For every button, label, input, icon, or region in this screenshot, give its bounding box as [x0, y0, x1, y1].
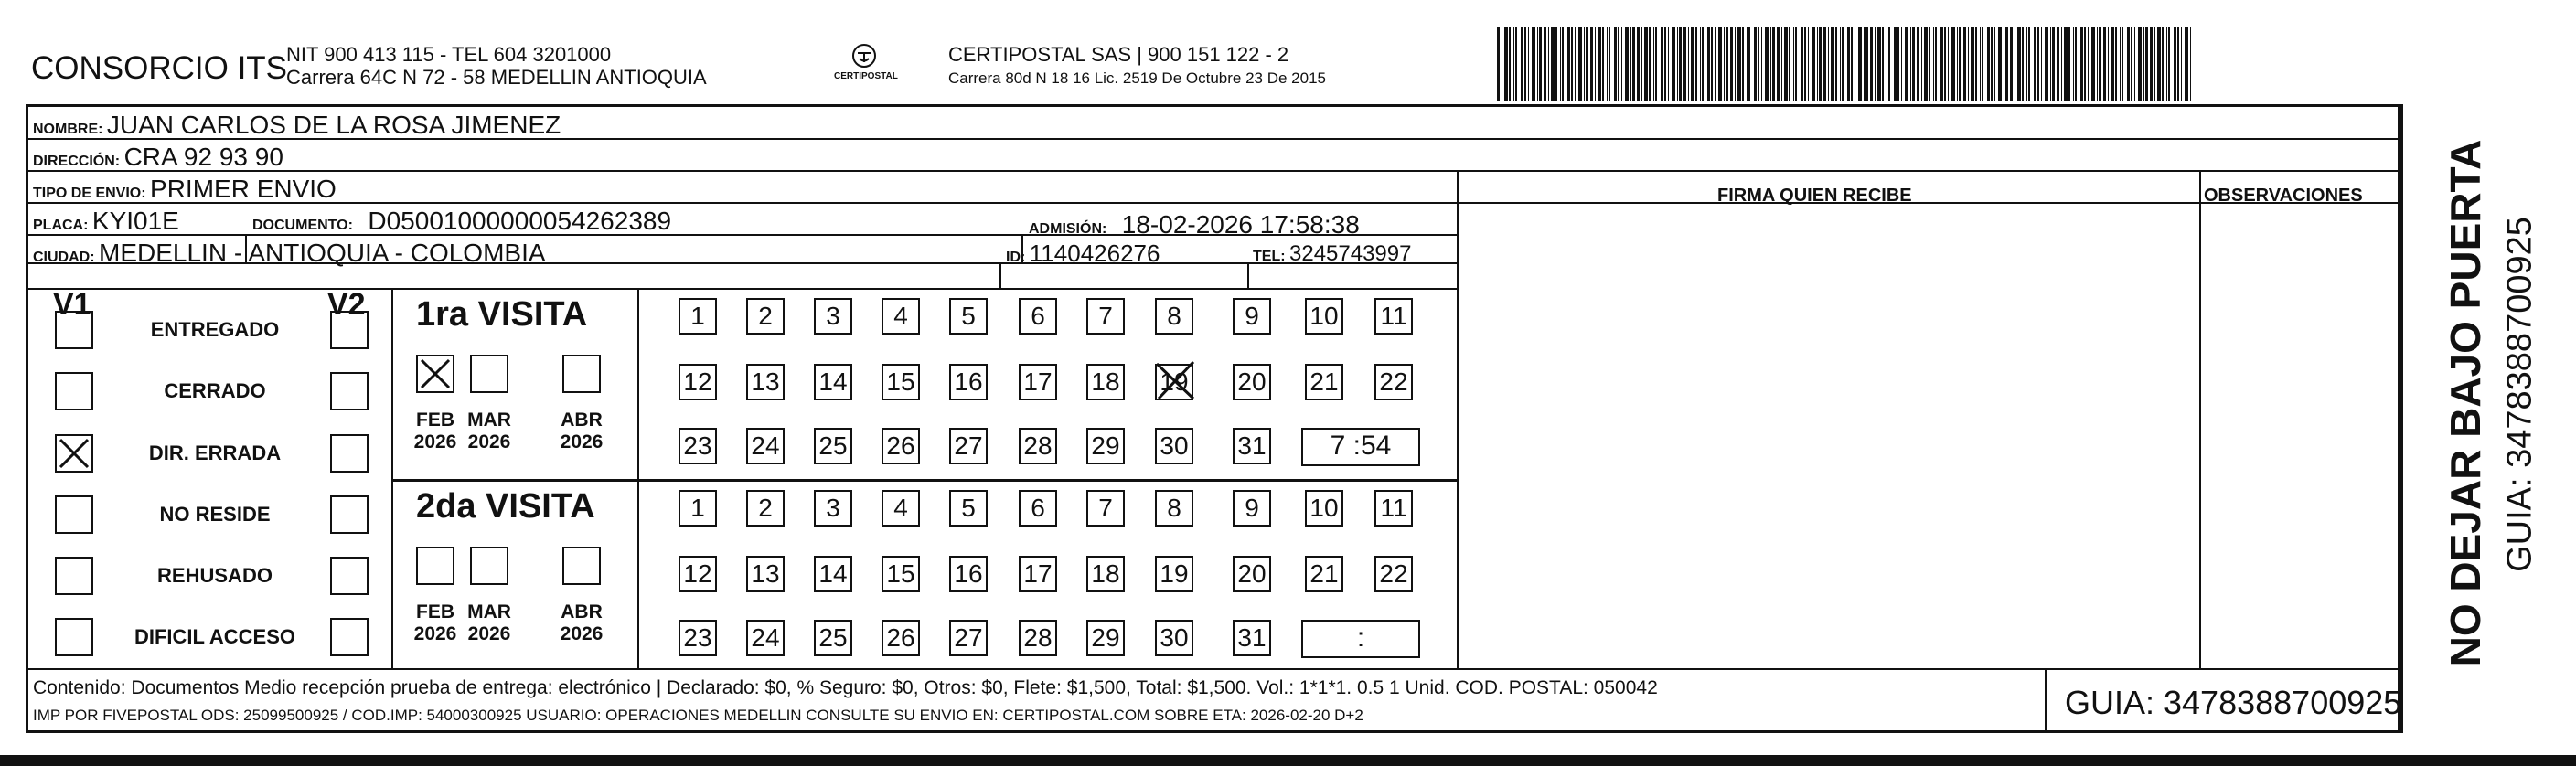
- day-box[interactable]: 19: [1155, 556, 1193, 592]
- v1-checkbox[interactable]: [55, 495, 93, 534]
- month-label: ABR: [561, 410, 603, 431]
- day-box[interactable]: 21: [1305, 364, 1343, 400]
- v2-checkbox[interactable]: [330, 372, 369, 410]
- status-option-label: ENTREGADO: [150, 318, 280, 341]
- day-box[interactable]: 1: [679, 298, 717, 335]
- tel-label: TEL:: [1253, 249, 1286, 264]
- day-box[interactable]: 15: [882, 556, 920, 592]
- day-box[interactable]: 28: [1019, 428, 1057, 464]
- v2-checkbox[interactable]: [330, 618, 369, 656]
- day-box[interactable]: 29: [1086, 428, 1125, 464]
- day-box[interactable]: 6: [1019, 298, 1057, 335]
- observaciones-label: OBSERVACIONES: [2204, 186, 2363, 206]
- day-box[interactable]: 16: [949, 364, 988, 400]
- footer-line-1: Contenido: Documentos Medio recepción prueba de entrega: electrónico | Declarado: $0, % Seguro: $0, Otros: $0, Flete: $1,500, Total: $1,500. Vol.: 1*1*1. 0.5 1 Unid. COD. POSTAL: 050042: [33, 677, 1658, 698]
- id-value: 1140426276: [1029, 239, 1160, 267]
- id-label: ID:: [1006, 250, 1026, 265]
- month-checkbox[interactable]: [416, 547, 454, 585]
- day-box[interactable]: 21: [1305, 556, 1343, 592]
- day-box[interactable]: 26: [882, 428, 920, 464]
- logo-text: CERTIPOSTAL: [834, 71, 898, 81]
- day-box[interactable]: 19: [1155, 364, 1193, 400]
- v2-checkbox[interactable]: [330, 495, 369, 534]
- side-guia-text: GUIA: 3478388700925: [2500, 217, 2539, 572]
- day-box[interactable]: 16: [949, 556, 988, 592]
- status-option-label: REHUSADO: [157, 564, 273, 587]
- day-box[interactable]: 7: [1086, 298, 1125, 335]
- day-box[interactable]: 8: [1155, 490, 1193, 527]
- day-box[interactable]: 3: [814, 298, 852, 335]
- year-label: 2026: [560, 623, 604, 644]
- day-box[interactable]: 22: [1374, 364, 1413, 400]
- month-label: MAR: [467, 601, 511, 622]
- day-box[interactable]: 3: [814, 490, 852, 527]
- day-box[interactable]: 25: [814, 428, 852, 464]
- admision-value: 18-02-2026 17:58:38: [1121, 210, 1360, 239]
- direccion-value: CRA 92 93 90: [123, 143, 283, 171]
- no-dejar-text: NO DEJAR BAJO PUERTA: [2442, 139, 2489, 667]
- day-box[interactable]: 27: [949, 620, 988, 656]
- day-box[interactable]: 15: [882, 364, 920, 400]
- day-cross-mark: [1151, 358, 1199, 404]
- day-box[interactable]: 17: [1019, 556, 1057, 592]
- v1-checkbox[interactable]: [55, 618, 93, 656]
- day-box[interactable]: 18: [1086, 556, 1125, 592]
- placa-value: KYI01E: [91, 207, 179, 235]
- second-visit-title: 2da VISITA: [416, 487, 595, 526]
- documento-value: D05001000000054262389: [368, 207, 672, 235]
- year-label: 2026: [467, 431, 511, 452]
- certipostal-line: CERTIPOSTAL SAS | 900 151 122 - 2: [948, 43, 1289, 66]
- status-option-label: CERRADO: [164, 379, 266, 402]
- status-option-label: DIFICIL ACCESO: [134, 625, 295, 648]
- status-option-label: NO RESIDE: [159, 503, 271, 526]
- day-box[interactable]: 27: [949, 428, 988, 464]
- day-box[interactable]: 25: [814, 620, 852, 656]
- month-label: MAR: [467, 410, 511, 431]
- v1-checkbox[interactable]: [55, 557, 93, 595]
- month-checkbox[interactable]: [470, 547, 508, 585]
- company-name: CONSORCIO ITS: [31, 50, 288, 86]
- day-box[interactable]: 23: [679, 620, 717, 656]
- v1-checkbox[interactable]: [55, 372, 93, 410]
- nombre-value: JUAN CARLOS DE LA ROSA JIMENEZ: [106, 111, 561, 139]
- day-box[interactable]: 30: [1155, 428, 1193, 464]
- day-box[interactable]: 24: [746, 428, 785, 464]
- day-box[interactable]: 11: [1374, 298, 1413, 335]
- day-box[interactable]: 9: [1233, 298, 1271, 335]
- day-box[interactable]: 1: [679, 490, 717, 527]
- v1-label: V1: [53, 287, 91, 322]
- day-box[interactable]: 10: [1305, 490, 1343, 527]
- v2-checkbox[interactable]: [330, 434, 369, 473]
- tipo-envio-label: TIPO DE ENVIO:: [33, 186, 146, 201]
- v2-checkbox[interactable]: [330, 311, 369, 349]
- day-box[interactable]: 5: [949, 298, 988, 335]
- visit-time-box[interactable]: 7 :54: [1301, 428, 1420, 466]
- month-label: FEB: [416, 601, 454, 622]
- ciudad-value: MEDELLIN - ANTIOQUIA - COLOMBIA: [99, 239, 546, 267]
- tipo-envio-value: PRIMER ENVIO: [150, 175, 337, 203]
- month-checkbox[interactable]: [562, 355, 601, 393]
- day-box[interactable]: 22: [1374, 556, 1413, 592]
- day-box[interactable]: 11: [1374, 490, 1413, 527]
- barcode-icon: [1497, 27, 2194, 101]
- v2-checkbox[interactable]: [330, 557, 369, 595]
- day-box[interactable]: 9: [1233, 490, 1271, 527]
- day-box[interactable]: 29: [1086, 620, 1125, 656]
- footer-line-2: IMP POR FIVEPOSTAL ODS: 25099500925 / COD.IMP: 54000300925 USUARIO: OPERACIONES MEDELLIN CONSULTE SU ENVIO EN: CERTIPOSTAL.COM SOBRE ETA: 2026-02-20 D+2: [33, 707, 1363, 724]
- certipostal-logo: [823, 40, 905, 95]
- day-box[interactable]: 31: [1233, 428, 1271, 464]
- year-label: 2026: [560, 431, 604, 452]
- day-box[interactable]: 10: [1305, 298, 1343, 335]
- day-box[interactable]: 13: [746, 556, 785, 592]
- license-line: Carrera 80d N 18 16 Lic. 2519 De Octubre 23 De 2015: [948, 69, 1326, 87]
- documento-label: DOCUMENTO:: [252, 218, 353, 233]
- month-checkbox[interactable]: [470, 355, 508, 393]
- month-checkbox[interactable]: [562, 547, 601, 585]
- address-line: Carrera 64C N 72 - 58 MEDELLIN ANTIOQUIA: [286, 66, 707, 89]
- day-box[interactable]: 26: [882, 620, 920, 656]
- day-box[interactable]: 17: [1019, 364, 1057, 400]
- nit-line: NIT 900 413 115 - TEL 604 3201000: [286, 43, 612, 66]
- day-box[interactable]: 20: [1233, 364, 1271, 400]
- month-checkbox[interactable]: [416, 355, 454, 393]
- day-box[interactable]: 5: [949, 490, 988, 527]
- day-box[interactable]: 20: [1233, 556, 1271, 592]
- day-box[interactable]: 6: [1019, 490, 1057, 527]
- year-label: 2026: [413, 431, 457, 452]
- day-box[interactable]: 14: [814, 364, 852, 400]
- v1-checkbox[interactable]: [55, 434, 93, 473]
- day-box[interactable]: 12: [679, 556, 717, 592]
- day-box[interactable]: 7: [1086, 490, 1125, 527]
- placa-label: PLACA:: [33, 218, 89, 233]
- day-box[interactable]: 4: [882, 490, 920, 527]
- month-label: FEB: [416, 410, 454, 431]
- day-box[interactable]: 8: [1155, 298, 1193, 335]
- visit-time-box[interactable]: :: [1301, 620, 1420, 658]
- day-box[interactable]: 18: [1086, 364, 1125, 400]
- year-label: 2026: [413, 623, 457, 644]
- day-box[interactable]: 14: [814, 556, 852, 592]
- nombre-label: NOMBRE:: [33, 122, 103, 137]
- firma-label: FIRMA QUIEN RECIBE: [1717, 186, 1912, 206]
- day-box[interactable]: 2: [746, 298, 785, 335]
- day-box[interactable]: 23: [679, 428, 717, 464]
- day-box[interactable]: 4: [882, 298, 920, 335]
- v2-label: V2: [327, 287, 366, 322]
- direccion-label: DIRECCIÓN:: [33, 154, 121, 169]
- day-box[interactable]: 31: [1233, 620, 1271, 656]
- day-box[interactable]: 24: [746, 620, 785, 656]
- ciudad-label: CIUDAD:: [33, 250, 95, 265]
- month-label: ABR: [561, 601, 603, 622]
- admision-label: ADMISIÓN:: [1029, 221, 1107, 237]
- tel-value: 3245743997: [1289, 241, 1412, 266]
- bottom-bar: [0, 755, 2576, 766]
- footer-guia: GUIA: 3478388700925: [2065, 684, 2402, 721]
- day-box[interactable]: 13: [746, 364, 785, 400]
- main-frame: [26, 104, 2403, 733]
- year-label: 2026: [467, 623, 511, 644]
- day-box[interactable]: 30: [1155, 620, 1193, 656]
- day-box[interactable]: 28: [1019, 620, 1057, 656]
- v1-checkbox[interactable]: [55, 311, 93, 349]
- status-option-label: DIR. ERRADA: [148, 442, 282, 464]
- first-visit-title: 1ra VISITA: [416, 295, 588, 334]
- day-box[interactable]: 12: [679, 364, 717, 400]
- day-box[interactable]: 2: [746, 490, 785, 527]
